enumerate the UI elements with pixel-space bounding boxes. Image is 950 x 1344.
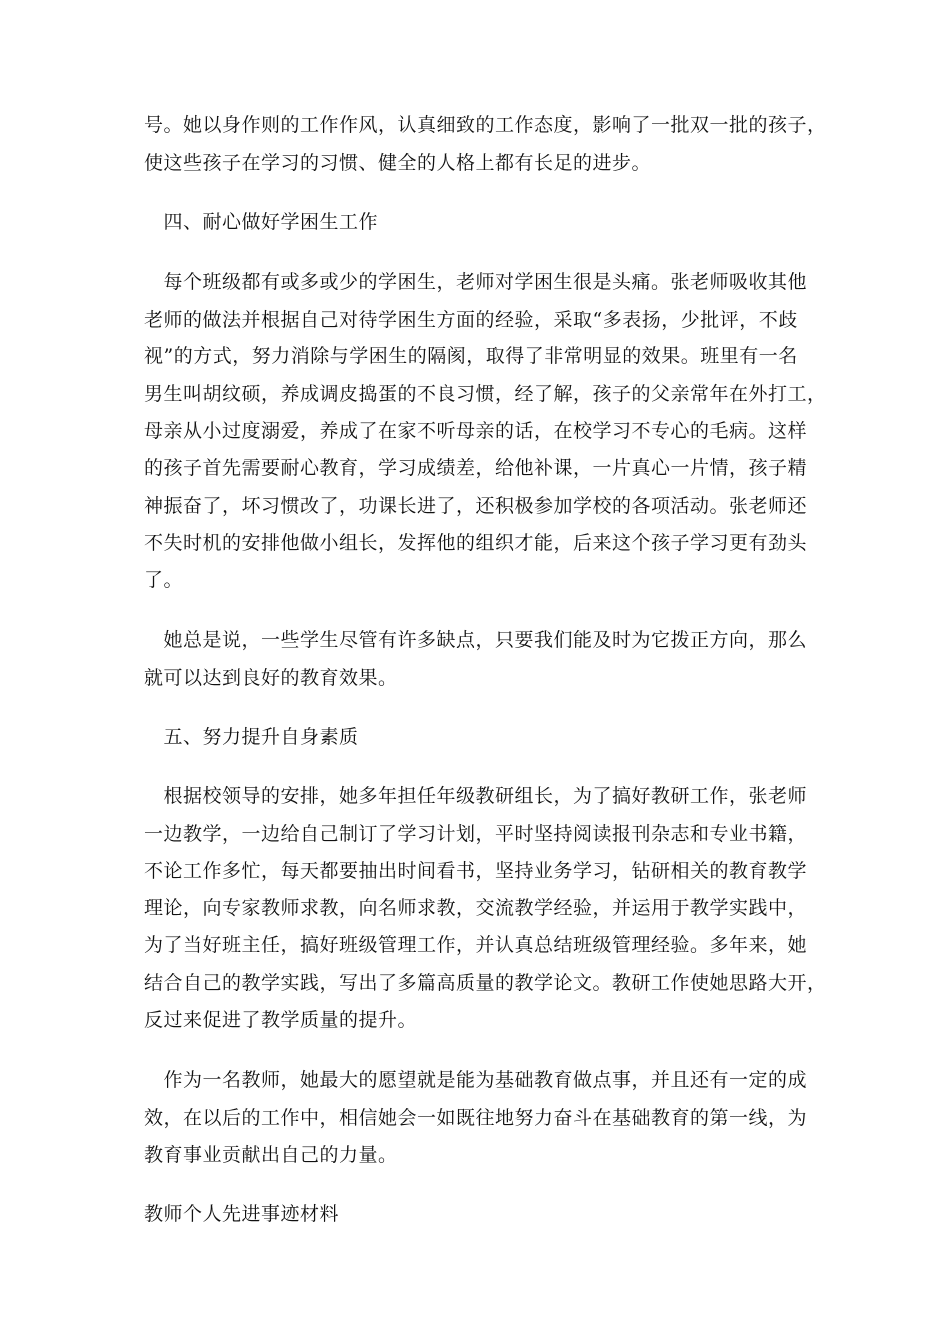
paragraph-line: 了。: [144, 569, 184, 591]
paragraph-line: 教育事业贡献出自己的力量。: [144, 1144, 398, 1166]
paragraph-line: 不论工作多忙，每天都要抽出时间看书，坚持业务学习，钻研相关的教育教学: [144, 860, 808, 882]
paragraph-line: 根据校领导的安排，她多年担任年级教研组长，为了搞好教研工作，张老师: [144, 785, 808, 807]
paragraph-line: 视”的方式，努力消除与学困生的隔阂，取得了非常明显的效果。班里有一名: [144, 345, 798, 367]
paragraph-line: 反过来促进了教学质量的提升。: [144, 1009, 418, 1031]
paragraph-line: 母亲从小过度溺爱，养成了在家不听母亲的话，在校学习不专心的毛病。这样: [144, 420, 808, 442]
paragraph-line: 理论，向专家教师求教，向名师求教，交流教学经验，并运用于教学实践中，: [144, 897, 808, 919]
paragraph-line: 神振奋了，坏习惯改了，功课长进了，还积极参加学校的各项活动。张老师还: [144, 495, 808, 517]
paragraph-line: 作为一名教师，她最大的愿望就是能为基础教育做点事，并且还有一定的成: [144, 1069, 808, 1091]
document-title: 教师个人先进事迹材料: [144, 1203, 340, 1225]
paragraph-line: 的孩子首先需要耐心教育，学习成绩差，给他补课，一片真心一片情，孩子精: [144, 457, 808, 479]
paragraph-line: 每个班级都有或多或少的学困生，老师对学困生很是头痛。张老师吸收其他: [144, 271, 808, 293]
section-heading: 五、努力提升自身素质: [144, 726, 359, 748]
paragraph-line: 效，在以后的工作中，相信她会一如既往地努力奋斗在基础教育的第一线，为: [144, 1107, 808, 1129]
paragraph-line: 使这些孩子在学习的习惯、健全的人格上都有长足的进步。: [144, 152, 652, 174]
paragraph-line: 为了当好班主任，搞好班级管理工作，并认真总结班级管理经验。多年来，她: [144, 934, 808, 956]
paragraph-line: 就可以达到良好的教育效果。: [144, 667, 398, 689]
paragraph-line: 号。她以身作则的工作作风，认真细致的工作态度，影响了一批双一批的孩子，: [144, 114, 827, 136]
section-heading: 四、耐心做好学困生工作: [144, 211, 379, 233]
paragraph-line: 结合自己的教学实践，写出了多篇高质量的教学论文。教研工作使她思路大开，: [144, 972, 827, 994]
paragraph-line: 不失时机的安排他做小组长，发挥他的组织才能，后来这个孩子学习更有劲头: [144, 532, 808, 554]
paragraph-line: 她总是说，一些学生尽管有许多缺点，只要我们能及时为它拨正方向，那么: [144, 629, 808, 651]
paragraph-line: 男生叫胡纹硕，养成调皮捣蛋的不良习惯，经了解，孩子的父亲常年在外打工，: [144, 383, 827, 405]
paragraph-line: 老师的做法并根据自己对待学困生方面的经验，采取“多表扬，少批评，不歧: [144, 309, 798, 331]
paragraph-line: 一边教学，一边给自己制订了学习计划，平时坚持阅读报刊杂志和专业书籍，: [144, 823, 808, 845]
